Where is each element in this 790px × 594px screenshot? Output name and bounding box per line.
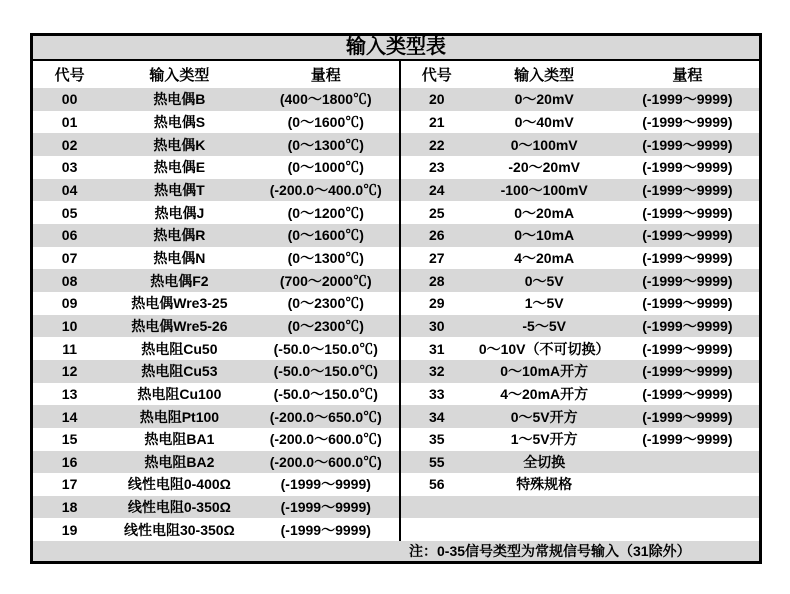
cell-range: (0～1300℃) <box>287 136 364 153</box>
table-row <box>33 518 759 541</box>
cell-code: 32 <box>429 363 445 380</box>
cell-type: 线性电阻30-350Ω <box>123 521 235 538</box>
cell-type: 热电偶N <box>153 249 206 266</box>
table-row <box>33 428 759 451</box>
header-range-right: 量程 <box>672 68 703 84</box>
cell-type: 0～20mA <box>514 204 575 221</box>
cell-type: 热电偶B <box>153 91 206 108</box>
table-row <box>33 88 759 111</box>
cell-code: 20 <box>429 91 445 108</box>
cell-range: (-1999～9999) <box>642 317 733 334</box>
cell-code: 25 <box>429 204 445 221</box>
table-row <box>33 292 759 315</box>
cell-type: 热电阻BA2 <box>144 453 215 470</box>
cell-range: (0～1600℃) <box>287 227 364 244</box>
row-right-half <box>401 292 759 315</box>
cell-range: (-50.0～150.0℃) <box>273 363 378 380</box>
row-left-half <box>33 473 401 496</box>
cell-range: (-1999～9999) <box>642 227 733 244</box>
table-row <box>33 315 759 338</box>
row-left-half <box>33 315 401 338</box>
table-row <box>33 337 759 360</box>
cell-range: (-1999～9999) <box>642 204 733 221</box>
row-right-half <box>401 88 759 111</box>
cell-code: 18 <box>61 499 78 516</box>
row-left-half <box>33 133 401 156</box>
cell-range: (-1999～9999) <box>642 91 733 108</box>
cell-code: 01 <box>61 113 78 130</box>
cell-range: (-50.0～150.0℃) <box>273 340 378 357</box>
cell-type: 热电偶F2 <box>150 272 209 289</box>
cell-range: (-200.0～600.0℃) <box>269 453 382 470</box>
row-right-half <box>401 156 759 179</box>
cell-code: 10 <box>61 317 78 334</box>
table-row <box>33 111 759 134</box>
row-left-half <box>33 405 401 428</box>
row-left-half <box>33 224 401 247</box>
cell-code: 27 <box>429 249 445 266</box>
table-row <box>33 451 759 474</box>
table-row <box>33 133 759 156</box>
row-right-half <box>401 247 759 270</box>
cell-code: 08 <box>61 272 78 289</box>
cell-code: 17 <box>61 476 78 493</box>
footer-note-text: 注：0-35信号类型为常规信号输入（31除外） <box>409 543 691 559</box>
cell-type: 线性电阻0-400Ω <box>127 476 231 493</box>
row-left-half <box>33 337 401 360</box>
row-left-half <box>33 201 401 224</box>
cell-code: 19 <box>61 521 78 538</box>
cell-type: 热电阻Cu53 <box>141 363 218 380</box>
cell-range: (0～1600℃) <box>287 113 364 130</box>
cell-range: (-1999～9999) <box>642 249 733 266</box>
table-row <box>33 247 759 270</box>
row-left-half <box>33 496 401 519</box>
cell-code: 56 <box>429 476 445 493</box>
row-right-half <box>401 179 759 202</box>
header-range-left: 量程 <box>310 68 341 84</box>
cell-range: (0～1300℃) <box>287 249 364 266</box>
cell-type: 热电偶S <box>153 113 206 130</box>
cell-range: (-1999～9999) <box>642 295 733 312</box>
cell-range: (-1999～9999) <box>642 272 733 289</box>
cell-type: 热电阻Cu50 <box>141 340 218 357</box>
cell-range: (-1999～9999) <box>642 181 733 198</box>
cell-type: -100～100mV <box>500 181 588 198</box>
cell-code: 24 <box>429 181 445 198</box>
cell-range: (400～1800℃) <box>279 91 372 108</box>
cell-type: 线性电阻0-350Ω <box>127 499 231 516</box>
cell-code: 30 <box>429 317 445 334</box>
cell-code: 28 <box>429 272 445 289</box>
header-type-right: 输入类型 <box>514 68 575 84</box>
table-header-row <box>33 61 759 88</box>
cell-range: (-1999～9999) <box>642 363 733 380</box>
cell-type: 全切换 <box>523 453 566 470</box>
cell-type: -20～20mV <box>508 159 580 176</box>
row-right-half <box>401 428 759 451</box>
cell-type: 0～40mV <box>514 113 574 130</box>
cell-code: 15 <box>61 431 78 448</box>
cell-code: 02 <box>61 136 78 153</box>
row-left-half <box>33 518 401 541</box>
cell-type: 热电阻Cu100 <box>137 385 222 402</box>
cell-code: 11 <box>62 340 77 357</box>
row-left-half <box>33 247 401 270</box>
row-left-half <box>33 292 401 315</box>
cell-type: 1～5V <box>524 295 564 312</box>
cell-type: 0～100mV <box>510 136 578 153</box>
cell-range: (-50.0～150.0℃) <box>273 385 378 402</box>
cell-code: 13 <box>61 385 78 402</box>
cell-code: 03 <box>61 159 78 176</box>
cell-code: 31 <box>429 340 445 357</box>
cell-code: 09 <box>61 295 78 312</box>
input-type-table <box>30 33 762 564</box>
cell-type: 热电阻Pt100 <box>139 408 220 425</box>
cell-type: 0～20mV <box>514 91 574 108</box>
table-row <box>33 405 759 428</box>
cell-code: 55 <box>429 453 445 470</box>
cell-code: 23 <box>429 159 445 176</box>
row-left-half <box>33 111 401 134</box>
row-right-half <box>401 315 759 338</box>
cell-range: (700～2000℃) <box>279 272 372 289</box>
cell-range: (-200.0～600.0℃) <box>269 431 382 448</box>
row-left-half <box>33 360 401 383</box>
row-right-half <box>401 224 759 247</box>
header-left-half <box>33 61 401 88</box>
cell-code: 05 <box>61 204 78 221</box>
header-code-right: 代号 <box>421 68 452 84</box>
cell-code: 33 <box>429 385 445 402</box>
row-left-half <box>33 156 401 179</box>
cell-range: (-1999～9999) <box>642 136 733 153</box>
header-type-left: 输入类型 <box>149 68 210 84</box>
cell-code: 14 <box>61 408 78 425</box>
cell-type: 热电阻BA1 <box>144 431 215 448</box>
cell-type: 热电偶Wre5-26 <box>131 317 228 334</box>
cell-range: (0～2300℃) <box>287 295 364 312</box>
cell-code: 06 <box>61 227 78 244</box>
row-right-half <box>401 518 759 541</box>
cell-range: (-1999～9999) <box>642 113 733 130</box>
cell-code: 26 <box>429 227 445 244</box>
table-row <box>33 201 759 224</box>
cell-type: 热电偶K <box>153 136 206 153</box>
table-row <box>33 156 759 179</box>
cell-code: 22 <box>429 136 445 153</box>
cell-range: (-1999～9999) <box>642 385 733 402</box>
cell-type: 0～5V <box>524 272 564 289</box>
cell-range: (-1999～9999) <box>280 521 371 538</box>
cell-type: -5～5V <box>522 317 566 334</box>
cell-type: 0～5V开方 <box>510 408 578 425</box>
cell-type: 0～10mA开方 <box>500 363 589 380</box>
row-left-half <box>33 428 401 451</box>
cell-range: (0～2300℃) <box>287 317 364 334</box>
table-row <box>33 360 759 383</box>
cell-range: (-1999～9999) <box>642 159 733 176</box>
cell-type: 4～20mA <box>514 249 575 266</box>
footer-note-row <box>33 541 759 561</box>
cell-code: 29 <box>429 295 445 312</box>
cell-type: 热电偶E <box>153 159 206 176</box>
row-right-half <box>401 360 759 383</box>
cell-range: (-200.0～650.0℃) <box>269 408 382 425</box>
row-right-half <box>401 473 759 496</box>
row-right-half <box>401 383 759 406</box>
cell-range: (-1999～9999) <box>280 476 371 493</box>
table-row <box>33 496 759 519</box>
cell-type: 热电偶T <box>154 181 205 198</box>
cell-type: 0～10mA <box>514 227 575 244</box>
cell-type: 4～20mA开方 <box>500 385 589 402</box>
table-row <box>33 473 759 496</box>
cell-range: (0～1200℃) <box>287 204 364 221</box>
row-left-half <box>33 88 401 111</box>
cell-range: (0～1000℃) <box>287 159 364 176</box>
row-right-half <box>401 201 759 224</box>
cell-code: 12 <box>61 363 78 380</box>
row-right-half <box>401 269 759 292</box>
table-row <box>33 383 759 406</box>
row-right-half <box>401 405 759 428</box>
header-right-half <box>401 61 759 88</box>
cell-code: 16 <box>61 453 78 470</box>
cell-type: 1～5V开方 <box>510 431 578 448</box>
row-right-half <box>401 337 759 360</box>
cell-type: 0～10V（不可切换） <box>478 340 610 357</box>
cell-code: 21 <box>429 113 445 130</box>
cell-type: 热电偶Wre3-25 <box>131 295 228 312</box>
row-left-half <box>33 269 401 292</box>
row-left-half <box>33 383 401 406</box>
row-left-half <box>33 179 401 202</box>
cell-range: (-1999～9999) <box>280 499 371 516</box>
row-right-half <box>401 111 759 134</box>
table-body <box>33 88 759 541</box>
cell-range: (-1999～9999) <box>642 340 733 357</box>
row-right-half <box>401 496 759 519</box>
row-right-half <box>401 133 759 156</box>
cell-code: 07 <box>61 249 78 266</box>
cell-code: 00 <box>61 91 78 108</box>
cell-type: 特殊规格 <box>516 476 573 493</box>
row-left-half <box>33 451 401 474</box>
cell-range: (-1999～9999) <box>642 431 733 448</box>
header-code-left: 代号 <box>54 68 85 84</box>
cell-range: (-1999～9999) <box>642 408 733 425</box>
table-row <box>33 269 759 292</box>
cell-code: 34 <box>429 408 445 425</box>
cell-code: 04 <box>61 181 78 198</box>
cell-type: 热电偶R <box>153 227 206 244</box>
cell-range: (-200.0～400.0℃) <box>269 181 382 198</box>
table-row <box>33 179 759 202</box>
row-right-half <box>401 451 759 474</box>
cell-code: 35 <box>429 431 445 448</box>
table-title: 输入类型表 <box>33 36 759 61</box>
cell-type: 热电偶J <box>154 204 205 221</box>
table-row <box>33 224 759 247</box>
